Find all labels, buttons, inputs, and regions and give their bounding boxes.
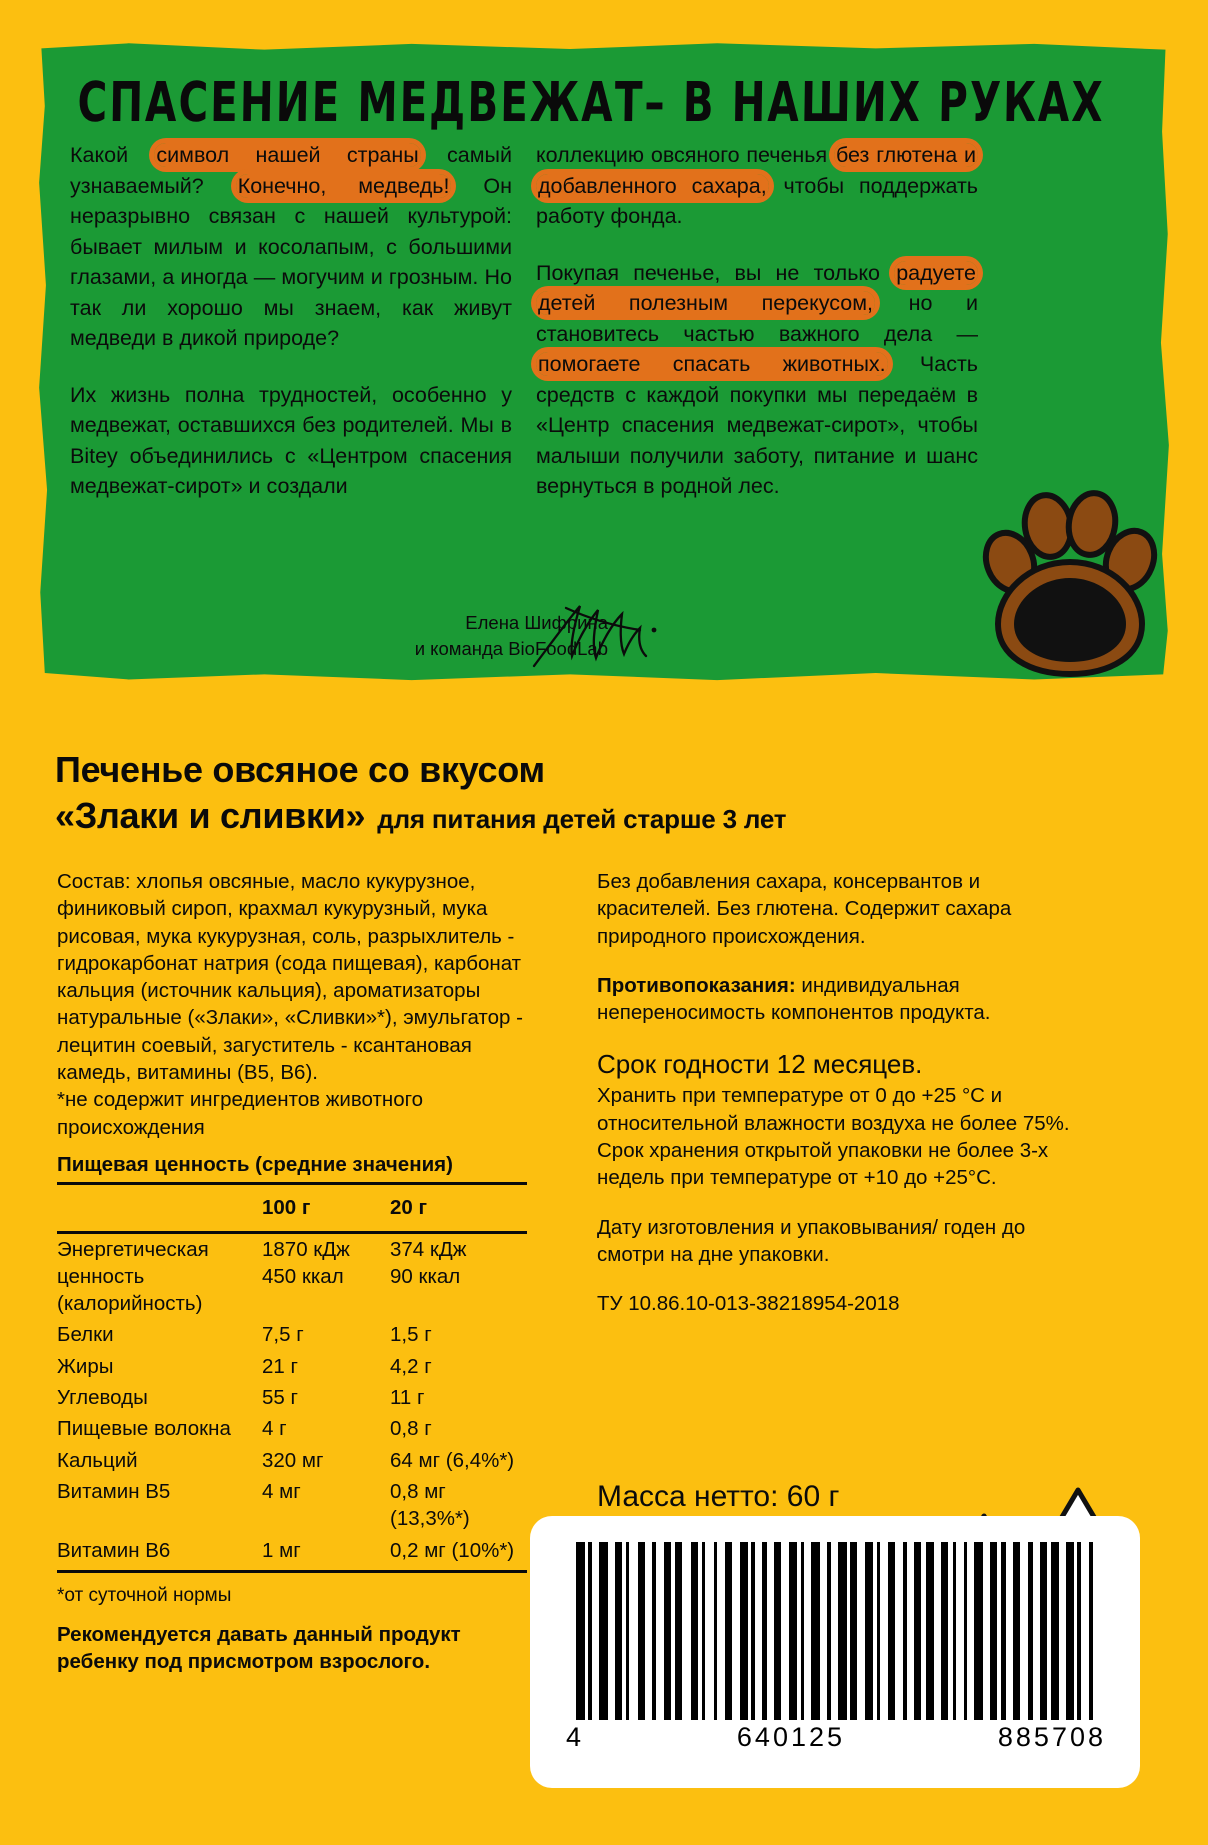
story-columns [70,140,1140,502]
nutrition-row-20g: 1,5 г [390,1323,432,1347]
nutrition-row [57,1351,527,1382]
nutrition-row-100g: 7,5 г [262,1323,304,1347]
story-text-post: Он неразрывно связан с нашей культурой: бывает милым и косолапым, с большими глазами, а иногда — могучим и грозным. Но так ли хорошо мы знаем, как живут медведи в дикой природе? [70,173,512,350]
nutrition-col-name [57,1184,262,1232]
headline: СПАСЕНИЕ МЕДВЕЖАТ– В НАШИХ РУКАХ [77,70,1106,135]
highlight-of-course-bear: Конечно, медведь! [237,173,450,198]
nutrition-row-100g: 320 мг [262,1448,324,1472]
nutrition-bottom-rule [57,1570,527,1573]
nutrition-row-100g: 4 мг [262,1479,301,1503]
claims-text: Без добавления сахара, консервантов и красителей. Без глютена. Содержит сахара природного происхождения. [597,870,1012,948]
ingredients-text: Состав: хлопья овсяные, масло кукурузное, финиковый сироп, крахмал кукурузный, мука рисовая, мука кукурузная, соль, разрыхлитель - гидрокарбонат натрия (сода пищевая), карбонат кальция (источник кальция), ароматизаторы натуральные («Злаки», «Сливки»*), эмульгатор - лецитин соевый, загуститель - ксантановая камедь, витамины (В5, В6). [57,870,523,1085]
barcode-bar [1089,1542,1093,1720]
highlight-help-save-animals: помогаете спасать животных. [538,352,886,376]
story-paragraph-3 [536,140,978,232]
nutrition-row-20g: 374 кДж 90 ккал [390,1237,467,1288]
nutrition-row-20g: 0,8 г [390,1417,432,1441]
bear-paw-icon [980,490,1160,680]
barcode-digits [566,1722,1106,1753]
nutrition-row-100g: 55 г [262,1386,298,1410]
contraindications-label: Противопоказания: [597,973,796,997]
highlight-no-gluten-sugar: без глютена и добавленного сахара, [538,143,977,198]
barcode-panel [530,1516,1140,1788]
nutrition-col-20g: 20 г [390,1196,428,1220]
signature-name: Елена Шифрина [465,612,608,633]
story-column-left [70,140,512,502]
nutrition-heading: Пищевая ценность (средние значения) [57,1152,453,1176]
story-text-pre: Какой [70,143,155,167]
story-text-post-3: Часть средств с каждой покупки мы передаём в «Центр спасения медвежат-сирот», чтобы малыши получили заботу, питание и шанс вернуться в родной лес. [536,352,978,498]
product-title-line2-wrap [55,794,1155,841]
nutrition-row-100g: 4 г [262,1417,287,1441]
nutrition-row-20g: 0,2 мг (10%*) [390,1538,515,1562]
story-paragraph-1 [70,140,512,354]
nutrition-row-name: Белки [57,1323,114,1347]
story-paragraph-4 [536,258,978,502]
story-text-pre-2: коллекцию овсяного печенья [536,143,834,167]
story-paragraph-2: Их жизнь полна трудностей, особенно у медвежат, оставшихся без родителей. Мы в Bitey объединились с «Центром спасения медвежат-сирот» и создали [70,382,512,498]
nutrition-row [57,1319,527,1350]
ingredients-footnote: *не содержит ингредиентов животного происхождения [57,1088,424,1139]
story-text-pre-3: Покупая печенье, вы не только [536,260,895,285]
nutrition-row-name: Витамин В6 [57,1538,171,1562]
story-text-mid: самый узнаваемый? [70,143,512,198]
nutrition-row-name: Углеводы [57,1386,148,1410]
storage-conditions: Хранить при температуре от 0 до +25 °С и относительной влажности воздуха не более 75%. Срок хранения открытой упаковки не более 3-х недель при температуре от +10 до +25°С. [597,1084,1070,1190]
shelf-life-text: Срок годности 12 месяцев. [597,1049,923,1080]
contraindications [597,972,1097,1027]
barcode-digit-group-2: 640125 [736,1722,846,1752]
nutrition-row [57,1476,527,1535]
product-title-line2: «Злаки и сливки» [55,795,366,836]
nutrition-row [57,1413,527,1444]
nutrition-header-row [57,1184,527,1232]
nutrition-row-name: Витамин В5 [57,1479,171,1503]
nutrition-row-20g: 4,2 г [390,1354,432,1378]
nutrition-footnote: *от суточной нормы [57,1584,232,1606]
nutrition-row-20g: 64 мг (6,4%*) [390,1448,515,1472]
nutrition-row-100g: 1 мг [262,1538,301,1562]
product-title-line1: Печенье овсяное со вкусом [55,749,545,790]
barcode-digit-group-1: 4 [566,1722,585,1752]
highlight-please-children: радуете детей полезным перекусом, [538,260,976,315]
signature-team: и команда BioFoodLab [414,638,608,659]
nutrition-row-name: Кальций [57,1448,138,1472]
nutrition-row [57,1445,527,1476]
production-date-note: Дату изготовления и упаковывания/ годен до смотри на дне упаковки. [597,1215,1026,1266]
nutrition-row [57,1382,527,1413]
nutrition-row-name: Жиры [57,1354,114,1378]
ingredients-and-nutrition [57,868,527,1676]
story-text-mid-3: но и становитесь частью важного дела — [536,291,978,346]
nutrition-row-name: Пищевые волокна [57,1417,231,1441]
nutrition-row-name: Энергетическая ценность (калорийность) [57,1237,209,1316]
tu-code: ТУ 10.86.10-013-38218954-2018 [597,1292,900,1316]
handwritten-signature-icon [528,600,668,672]
highlight-symbol-country: символ нашей страны [156,143,419,167]
product-title [55,748,1155,841]
nutrition-row-20g: 11 г [390,1386,425,1410]
barcode-digit-group-3: 885708 [997,1722,1106,1752]
contraindications-text: индивидуальная непереносимость компонентов продукта. [597,973,991,1025]
barcode-bars [576,1542,1096,1720]
net-mass: Масса нетто: 60 г [597,1480,840,1513]
nutrition-row [57,1232,527,1319]
story-text-post-2: чтобы поддержать работу фонда. [536,173,979,228]
story-column-right [536,140,978,502]
nutrition-row-20g: 0,8 мг (13,3%*) [390,1479,470,1531]
product-title-sub: для питания детей старше 3 лет [377,804,787,834]
nutrition-table [57,1182,527,1566]
nutrition-table-body [57,1232,527,1566]
recommendation-text: Рекомендуется давать данный продукт ребенку под присмотром взрослого. [57,1623,461,1674]
nutrition-row-100g: 1870 кДж 450 ккал [262,1237,350,1288]
product-info-column [597,868,1097,1340]
nutrition-row-100g: 21 г [262,1354,298,1378]
nutrition-col-100g: 100 г [262,1196,311,1220]
nutrition-row [57,1535,527,1566]
nutrition-table-head [57,1184,527,1232]
